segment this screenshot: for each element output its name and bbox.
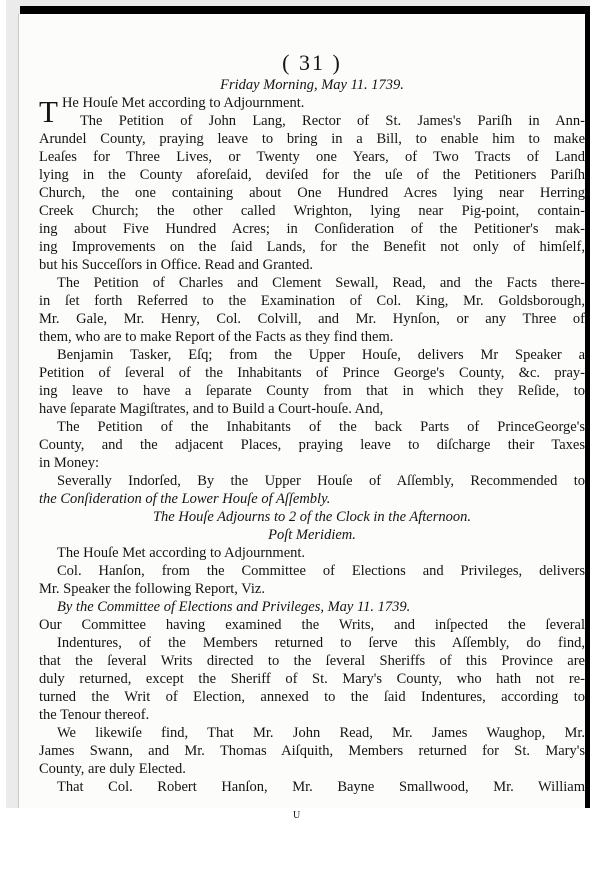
line-text: Our Committee having examined the Writs, and inſpected the ſeveral bbox=[39, 617, 585, 633]
line: ing leave to have a ſeparate County from that in which they Reſide, to bbox=[39, 383, 585, 399]
paragraph-1-text: He Houſe Met according to Adjournment. bbox=[61, 95, 305, 111]
line: ing about Five Hundred Acres; in Conſideration of the Petitioner's mak- bbox=[39, 221, 585, 237]
paper-sheet bbox=[18, 14, 585, 821]
paragraph-13 bbox=[39, 724, 585, 778]
line: The Petition of John Lang, Rector of St. James's Pariſh in Ann- bbox=[79, 113, 585, 129]
adjourn-line bbox=[39, 508, 585, 526]
line: We likewiſe find, That Mr. John Read, Mr. James Waughop, Mr. bbox=[57, 725, 585, 741]
line: Col. Hanſon, from the Committee of Elections and Privileges, delivers bbox=[57, 563, 585, 579]
line: in Money: bbox=[39, 455, 100, 471]
line: lying in the County aforeſaid, deviſed for the uſe of the Petitioners Pariſh bbox=[39, 167, 585, 183]
line: Petition of ſeveral of the Inhabitants of Prince George's County, &c. pray- bbox=[39, 365, 585, 381]
line: James Swann, and Mr. Thomas Aiſquith, Members returned for St. Mary's bbox=[39, 743, 585, 759]
paragraph-4 bbox=[39, 346, 585, 418]
paragraph-6 bbox=[39, 472, 585, 508]
paragraph-14: That Col. Robert Hanſon, Mr. Bayne Smallwood, Mr. William bbox=[57, 779, 585, 795]
line: Benjamin Tasker, Eſq; from the Upper Houſe, delivers Mr Speaker a bbox=[57, 347, 585, 363]
heading bbox=[39, 76, 585, 94]
line: in ſet forth Referred to the Examination of Col. King, Mr. Goldsborough, bbox=[39, 293, 585, 309]
line: ing Improvements on the ſaid Lands, for the Benefit not only of himſelf, bbox=[39, 239, 585, 255]
scan-edge-top bbox=[20, 6, 590, 14]
line bbox=[39, 490, 585, 508]
line: The Petition of the Inhabitants of the back Parts of PrinceGeorge's bbox=[57, 419, 585, 435]
line: that the ſeveral Writs directed to the ſeveral Sheriffs of this Province are bbox=[39, 653, 585, 669]
line: Mr. Gale, Mr. Henry, Col. Colvill, and Mr. Hynſon, or any Three of bbox=[39, 311, 585, 327]
committee-heading-text: By the Committee of Elections and Privileges, May 11. 1739. bbox=[57, 599, 411, 615]
line: Indentures, of the Members returned to ſerve this Aſſembly, do find, bbox=[57, 635, 585, 651]
line: duly returned, except the Sheriff of St. Mary's County, who hath not re- bbox=[39, 671, 585, 687]
drop-cap: T bbox=[39, 94, 58, 129]
line: Leaſes for Three Lives, or Twenty one Years, of Two Tracts of Land bbox=[39, 149, 585, 165]
post-meridiem bbox=[39, 526, 585, 544]
heading-text: Friday Morning, May 11. 1739. bbox=[220, 77, 404, 93]
document-body bbox=[39, 50, 585, 796]
paragraph-12 bbox=[39, 616, 585, 724]
adjourn-text: The Houſe Adjourns to 2 of the Clock in the Afternoon. bbox=[152, 509, 472, 525]
line: them, who are to make Report of the Facts as they find them. bbox=[39, 329, 394, 345]
committee-heading bbox=[39, 598, 585, 616]
line: Creek Church; the other called Wrighton, lying near Pig-point, contain- bbox=[39, 203, 585, 219]
line: Mr. Speaker the following Report, Viz. bbox=[39, 581, 265, 597]
paragraph-2 bbox=[39, 112, 585, 274]
line: Arundel County, praying leave to bring in a Bill, to enable him to make bbox=[39, 131, 585, 147]
post-meridiem-text: Poſt Meridiem. bbox=[268, 527, 356, 543]
paragraph-5 bbox=[39, 418, 585, 472]
line: County, are duly Elected. bbox=[39, 761, 186, 777]
line-italic: the Conſideration of the Lower Houſe of Aſſembly. bbox=[39, 491, 331, 507]
line: The Petition of Charles and Clement Sewall, Read, and the Facts there- bbox=[57, 275, 585, 291]
line: have ſeparate Magiſtrates, and to Build a Court-houſe. And, bbox=[39, 401, 384, 417]
line: Severally Indorſed, By the Upper Houſe of Aſſembly, Recommended to bbox=[57, 473, 585, 489]
paragraph-9: The Houſe Met according to Adjournment. bbox=[57, 545, 306, 561]
paragraph-3 bbox=[39, 274, 585, 346]
line bbox=[39, 616, 585, 634]
line: Church, the one containing about One Hundred Acres lying near Herring bbox=[39, 185, 585, 201]
line: the Tenour thereof. bbox=[39, 707, 150, 723]
page-number: ( 31 ) bbox=[282, 50, 342, 75]
paragraph-10 bbox=[39, 562, 585, 598]
signature-mark: U bbox=[293, 810, 301, 821]
line: turned the Writ of Election, annexed to the ſaid Indentures, according to bbox=[39, 689, 585, 705]
line: but his Succeſſors in Office. Read and Granted. bbox=[39, 257, 313, 273]
line: County, and the adjacent Places, praying leave to diſcharge their Taxes bbox=[39, 437, 585, 453]
